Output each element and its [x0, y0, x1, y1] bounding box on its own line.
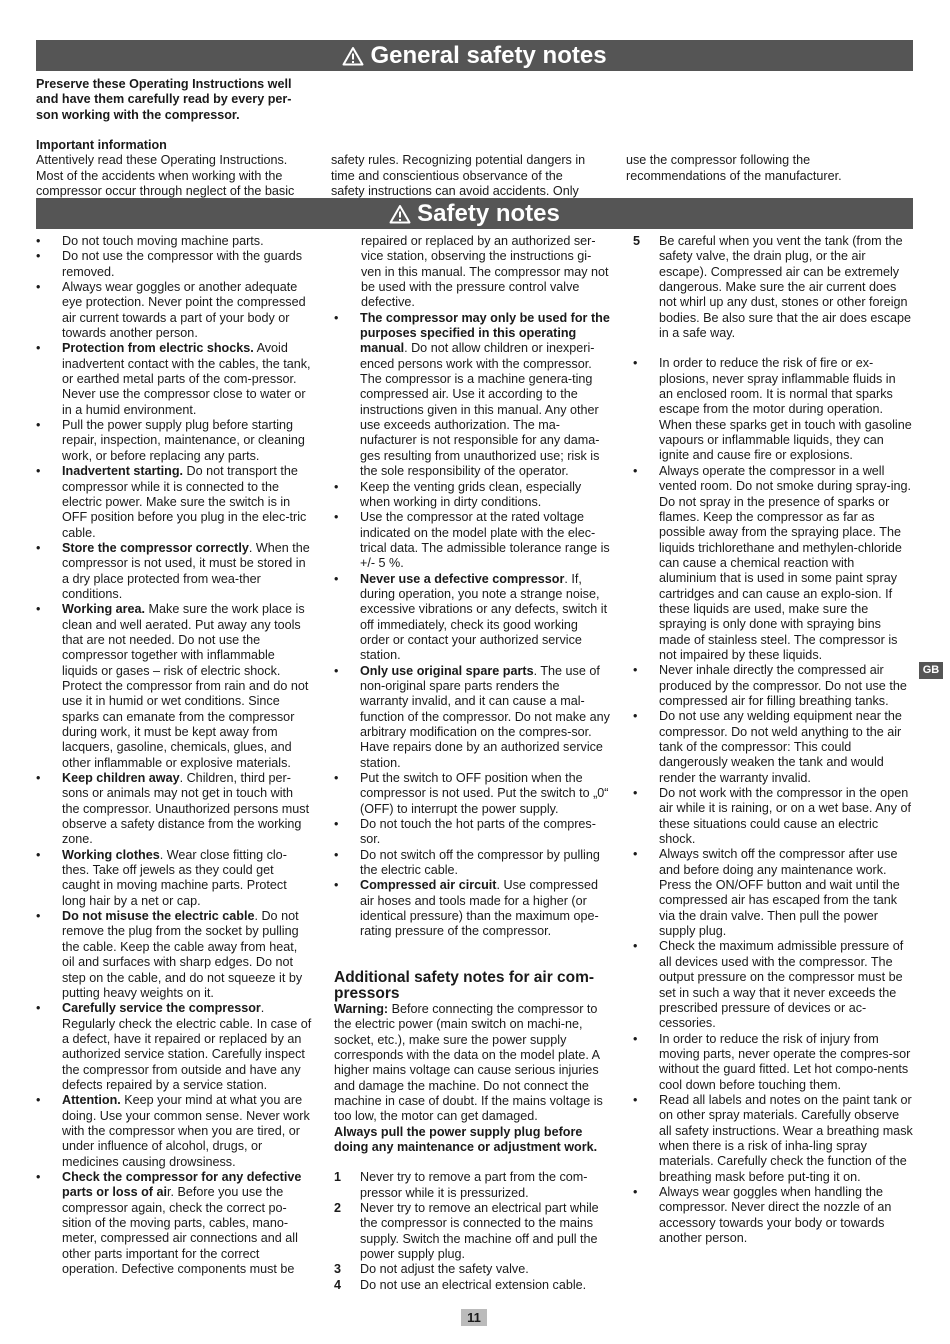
- continued-text: repaired or replaced by an authorized ser-vice station, observing the instructions gi-ven in this manual. The compressor may not be used with the pressure control valve defective.: [361, 234, 609, 310]
- bullet-item: [633, 847, 913, 939]
- item-bold-lead: Keep children away: [62, 771, 180, 786]
- bullet-marker: •: [36, 418, 41, 433]
- item-text: Be careful when you vent the tank (from the safety valve, the drain plug, or the air escape). Compressed air can be extremely dangerous. Make sure the air current does not whirl up any dust, stones or other foreign bodies. Be also sure that the air does escape in a safe way.: [659, 234, 912, 341]
- item-bold-lead: Carefully service the compressor: [62, 1001, 261, 1016]
- safety-column-2: [334, 234, 610, 1293]
- bullet-item: [36, 848, 313, 909]
- bullet-marker: •: [36, 341, 41, 356]
- bullet-item: [36, 418, 313, 464]
- bullet-marker: •: [334, 479, 339, 494]
- safety-column-1: [36, 234, 313, 1277]
- bullet-marker: •: [36, 909, 41, 924]
- item-text: r. Before you use the compressor again, check the correct po-sition of the moving parts, cables, mano-meter, compressed air connections and all other parts important for the correct operation. Defective components must be: [62, 1185, 298, 1277]
- item-text: . Regularly check the electric cable. In case of a defect, have it repaired or replaced by an authorized service station. Carefully inspect the compressor from outside and have any defects repaired by a service station.: [62, 1001, 312, 1092]
- item-bold-lead: Compressed air circuit: [360, 878, 497, 893]
- numbered-item: [334, 1201, 610, 1262]
- bullet-marker: •: [36, 464, 41, 479]
- warning-icon: [342, 46, 364, 66]
- item-text: . Do not allow children or inexperi-enced persons work with the compressor. The compressor is a machine genera-ting compressed air. Use it according to the instructions given in this manual. Any other use exceeds authorization. The ma-nufacturer is not responsible for any dama-ges resulting from unauthorized use; risk is the sole responsibility of the operator.: [360, 341, 600, 479]
- item-number: 2: [334, 1200, 342, 1215]
- additional-heading: Additional safety notes for air com-pressors: [334, 968, 595, 1002]
- item-bold-lead: Working clothes: [62, 847, 160, 862]
- item-text: . Children, third per-sons or animals may not get in touch with the compressor. Unauthorized persons must observe a safety distance from the working zone.: [62, 771, 310, 847]
- bullet-marker: •: [334, 510, 339, 525]
- item-text: Always wear goggles when handling the compressor. Never direct the nozzle of an accessory towards your body or towards another person.: [659, 1184, 892, 1245]
- item-bold-lead: Only use original spare parts: [360, 663, 534, 678]
- warning-paragraph: [334, 1002, 610, 1125]
- bullet-marker: •: [36, 234, 41, 248]
- item-text: . The use of non-original spare parts renders the warranty invalid, and it can cause a mal-function of the compressor. Do not make any arbitrary modification on the compres-sor. Have repairs done by an authorized service station.: [360, 663, 610, 770]
- item-text: Do not transport the compressor while it is connected to the electric power. Make sure the switch is in OFF position before you plug in the elec-tric cable.: [62, 464, 307, 540]
- bullet-marker: •: [633, 786, 638, 801]
- bullet-marker: •: [633, 709, 638, 724]
- always-pull-note: Always pull the power supply plug before doing any maintenance or adjustment work.: [334, 1124, 598, 1154]
- bullet-item: [36, 464, 313, 541]
- bullet-marker: •: [36, 771, 41, 786]
- page-number: 11: [461, 1309, 487, 1326]
- item-text: Do not touch the hot parts of the compres-sor.: [360, 817, 596, 847]
- bullet-marker: •: [633, 356, 638, 371]
- general-title: General safety notes: [370, 42, 607, 69]
- bullet-marker: •: [633, 663, 638, 678]
- bullet-item: [36, 341, 313, 418]
- bullet-marker: •: [36, 540, 41, 555]
- item-number: 1: [334, 1170, 342, 1185]
- bullet-marker: •: [334, 817, 339, 832]
- bullet-item: [334, 664, 610, 771]
- item-text: Do not use the compressor with the guards removed.: [62, 249, 303, 279]
- item-text: Never try to remove an electrical part while the compressor is connected to the mains supply. Switch the machine off and pull the power supply plug.: [360, 1200, 599, 1261]
- bullet-marker: •: [36, 1001, 41, 1016]
- general-left-column: [36, 77, 842, 213]
- bullet-marker: •: [633, 463, 638, 478]
- item-number: 5: [633, 234, 641, 248]
- bullet-marker: •: [633, 1184, 638, 1199]
- bullet-marker: •: [633, 1031, 638, 1046]
- bullet-item: [36, 1093, 313, 1170]
- item-text: In order to reduce the risk of injury from moving parts, never operate the compres-sor without the guard fitted. Let hot compo-nents cool down before touching them.: [659, 1031, 911, 1092]
- bullet-item: [334, 817, 610, 848]
- item-bold-lead: Never use a defective compressor: [360, 571, 565, 586]
- item-bold-lead: Store the compressor correctly: [62, 540, 249, 555]
- bullet-item: [334, 848, 610, 879]
- bullet-item: [36, 280, 313, 341]
- numbered-item-5: [633, 234, 913, 341]
- bullet-marker: •: [36, 280, 41, 295]
- item-text: Do not use an electrical extension cable.: [360, 1277, 587, 1292]
- bullet-item: [633, 1032, 913, 1093]
- bullet-marker: •: [36, 847, 41, 862]
- item-text: Do not adjust the safety valve.: [360, 1262, 529, 1277]
- bullet-marker: •: [633, 1092, 638, 1107]
- item-text: Never try to remove a part from the com-pressor while it is pressurized.: [360, 1170, 588, 1200]
- bullet-marker: •: [334, 310, 339, 325]
- item-text: Check the maximum admissible pressure of all devices used with the compressor. The output pressure on the compressor must be set in such a way that it never exceeds the prescribed pressure of devices or ac-cessories.: [659, 939, 904, 1031]
- bullet-item: [633, 1093, 913, 1185]
- bullet-item: [36, 249, 313, 280]
- item-text: Pull the power supply plug before starting repair, inspection, maintenance, or cleaning work, or before replacing any parts.: [62, 418, 305, 463]
- item-bold-lead: Check the compressor for any defective parts or loss of ai: [62, 1169, 302, 1200]
- warning-icon: [389, 204, 411, 224]
- bullet-item: [633, 939, 913, 1031]
- bullet-marker: •: [36, 602, 41, 617]
- item-text: . Use compressed air hoses and tools made for a higher (or identical pressure) than the maximum ope-rating pressure of the compressor.: [360, 878, 599, 939]
- bullet-item: [334, 771, 610, 817]
- item-number: 4: [334, 1277, 342, 1292]
- bullet-item: [633, 356, 913, 463]
- item-bold-lead: Attention.: [62, 1093, 121, 1108]
- item-text: Do not use any welding equipment near the compressor. Do not weld anything to the air tank of the compressor: This could dangerously weaken the tank and would render the warranty invalid.: [659, 709, 902, 785]
- item-text: . If, during operation, you note a strange noise, excessive vibrations or any defects, switch it off immediately, check its good working order or contact your authorized service station.: [360, 571, 608, 663]
- item-text: Never inhale directly the compressed air produced by the compressor. Do not use the compressed air for filling breathing tanks.: [659, 663, 907, 708]
- bullet-item: [36, 1001, 313, 1093]
- bullet-item: [36, 1170, 313, 1277]
- safety-title: Safety notes: [417, 200, 560, 227]
- item-text: Do not work with the compressor in the open air while it is raining, or on a wet base. Any of these situations could cause an electric shock.: [659, 786, 912, 847]
- bullet-item: [36, 234, 313, 249]
- item-bold-lead: Inadvertent starting.: [62, 464, 184, 479]
- bullet-marker: •: [633, 939, 638, 954]
- bullet-item: [334, 480, 610, 511]
- bullet-marker: •: [633, 847, 638, 862]
- bullet-item: [334, 572, 610, 664]
- item-text: Keep your mind at what you are doing. Use your common sense. Never work with the compressor when you are tired, or under influence of alcohol, drugs, or medicines causing drowsiness.: [62, 1093, 310, 1169]
- bullet-marker: •: [334, 771, 339, 786]
- bullet-marker: •: [334, 878, 339, 893]
- item-bold-lead: Do not misuse the electric cable: [62, 909, 255, 924]
- bullet-item: [334, 510, 610, 571]
- warning-label: Warning:: [334, 1001, 389, 1016]
- item-text: Always wear goggles or another adequate eye protection. Never point the compressed air current towards a part of your body or towards another person.: [62, 280, 306, 341]
- item-text: Do not switch off the compressor by pulling the electric cable.: [360, 847, 600, 878]
- bullet-marker: •: [36, 1093, 41, 1108]
- item-text: Keep the venting grids clean, especially when working in dirty conditions.: [360, 479, 582, 509]
- item-text: . Wear close fitting clo-thes. Take off jewels as they could get caught in moving machine parts. Protect long hair by a net or cap.: [62, 847, 287, 908]
- intro-text: Preserve these Operating Instructions well and have them carefully read by every per-son working with the compressor.: [36, 77, 292, 122]
- item-text: Do not touch moving machine parts.: [62, 234, 264, 248]
- important-heading: Important information: [36, 138, 167, 153]
- item-bold-lead: Working area.: [62, 602, 146, 617]
- item-text: . Do not remove the plug from the socket by pulling the cable. Keep the cable away from heat, oil and surfaces with sharp edges. Do not step on the cable, and do not squeeze it by putting heavy weights on it.: [62, 909, 303, 1000]
- general-safety-banner: [36, 40, 913, 71]
- bullet-marker: •: [334, 571, 339, 586]
- item-text: . When the compressor is not used, it must be stored in a dry place protected from wea-ther conditions.: [62, 540, 310, 601]
- numbered-item: [334, 1278, 610, 1293]
- bullet-item: [334, 311, 610, 480]
- bullet-marker: •: [36, 1169, 41, 1184]
- item-text: In order to reduce the risk of fire or ex-plosions, never spray inflammable fluids in an enclosed room. It is normal that sparks escape from the motor during operation. When these sparks get in touch with gasoline vapours or inflammable liquids, they can ignite and cause fire or explosions.: [659, 356, 912, 463]
- bullet-item: [334, 878, 610, 939]
- bullet-marker: •: [334, 847, 339, 862]
- bullet-item: [633, 786, 913, 847]
- item-number: 3: [334, 1262, 342, 1277]
- item-bold-lead: The compressor may only be used for the purposes specified in this operating manual: [360, 310, 610, 356]
- bullet-item: [36, 541, 313, 602]
- bullet-item: [633, 663, 913, 709]
- numbered-item: [334, 1262, 610, 1277]
- warning-text: Before connecting the compressor to the electric power (main switch on machi-ne, socket, etc.), make sure the power supply corresponds with the data on the model plate. A higher mains voltage can cause serious injuries and damage the machine. Do not connect the machine in case of doubt. If the mains voltage is too low, the motor can get damaged.: [334, 1001, 603, 1124]
- item-text: Read all labels and notes on the paint tank or on other spray materials. Carefully observe all safety instructions. Wear a breathing mask when there is a risk of inha-ling spray materials. Carefully check the function of the breathing mask before put-ting it on.: [659, 1092, 913, 1184]
- language-tab: GB: [919, 662, 943, 679]
- item-text: Avoid inadvertent contact with the cables, the tank, or earthed metal parts of the com-pressor. Never use the compressor close to water or in a humid environment.: [62, 341, 311, 417]
- item-text: Make sure the work place is clean and well aerated. Put away any tools that are not needed. Do not use the compressor together with inflammable liquids or gases – risk of electric shock. Protect the compressor from rain and do not use it in humid or wet conditions. Since sparks can emanate from the compressor during work, it must be kept away from lacquers, gasoline, chemicals, glues, and other inflammable or explosive materials.: [62, 602, 309, 770]
- bullet-item: [36, 771, 313, 848]
- bullet-item: [633, 464, 913, 663]
- item-text: Put the switch to OFF position when the compressor is not used. Put the switch to „0“ (OFF) to interrupt the power supply.: [360, 771, 609, 816]
- numbered-item: [334, 1170, 610, 1201]
- safety-notes-banner: [36, 198, 913, 229]
- bullet-item: [633, 709, 913, 786]
- bullet-marker: •: [36, 249, 41, 264]
- item-text: Always operate the compressor in a well vented room. Do not smoke during spray-ing. Do not spray in the presence of sparks or flames. Keep the compressor as far as possible away from the spraying place. The liquids trichlorethane and methylen-chloride can cause a chemical reaction with aluminium that is used in some paint spray cartridges and can cause an explo-sion. If these liquids are used, make sure the spraying is only done with spraying bins made of stainless steel. The compressor is not impaired by these liquids.: [659, 463, 911, 662]
- important-text: Attentively read these Operating Instructions. Most of the accidents when working with the compressor occur through neglect of the basic safety rules. Recognizing potential dangers in time and conscientious observance of the safety instructions can avoid accidents. Only use the compressor following the recommendations of the manufacturer.: [36, 153, 842, 199]
- item-text: Use the compressor at the rated voltage indicated on the model plate with the elec-trical data. The admissible tolerance range is +/- 5 %.: [360, 510, 610, 571]
- safety-column-3: [633, 234, 913, 1246]
- bullet-item: [36, 602, 313, 771]
- bullet-item: [633, 1185, 913, 1246]
- bullet-item: [36, 909, 313, 1001]
- item-text: Always switch off the compressor after use and before doing any maintenance work. Press the ON/OFF button and wait until the compressed air has escaped from the tank via the drain valve. Then pull the power supply plug.: [659, 847, 900, 939]
- item-bold-lead: Protection from electric shocks.: [62, 341, 254, 356]
- bullet-marker: •: [334, 663, 339, 678]
